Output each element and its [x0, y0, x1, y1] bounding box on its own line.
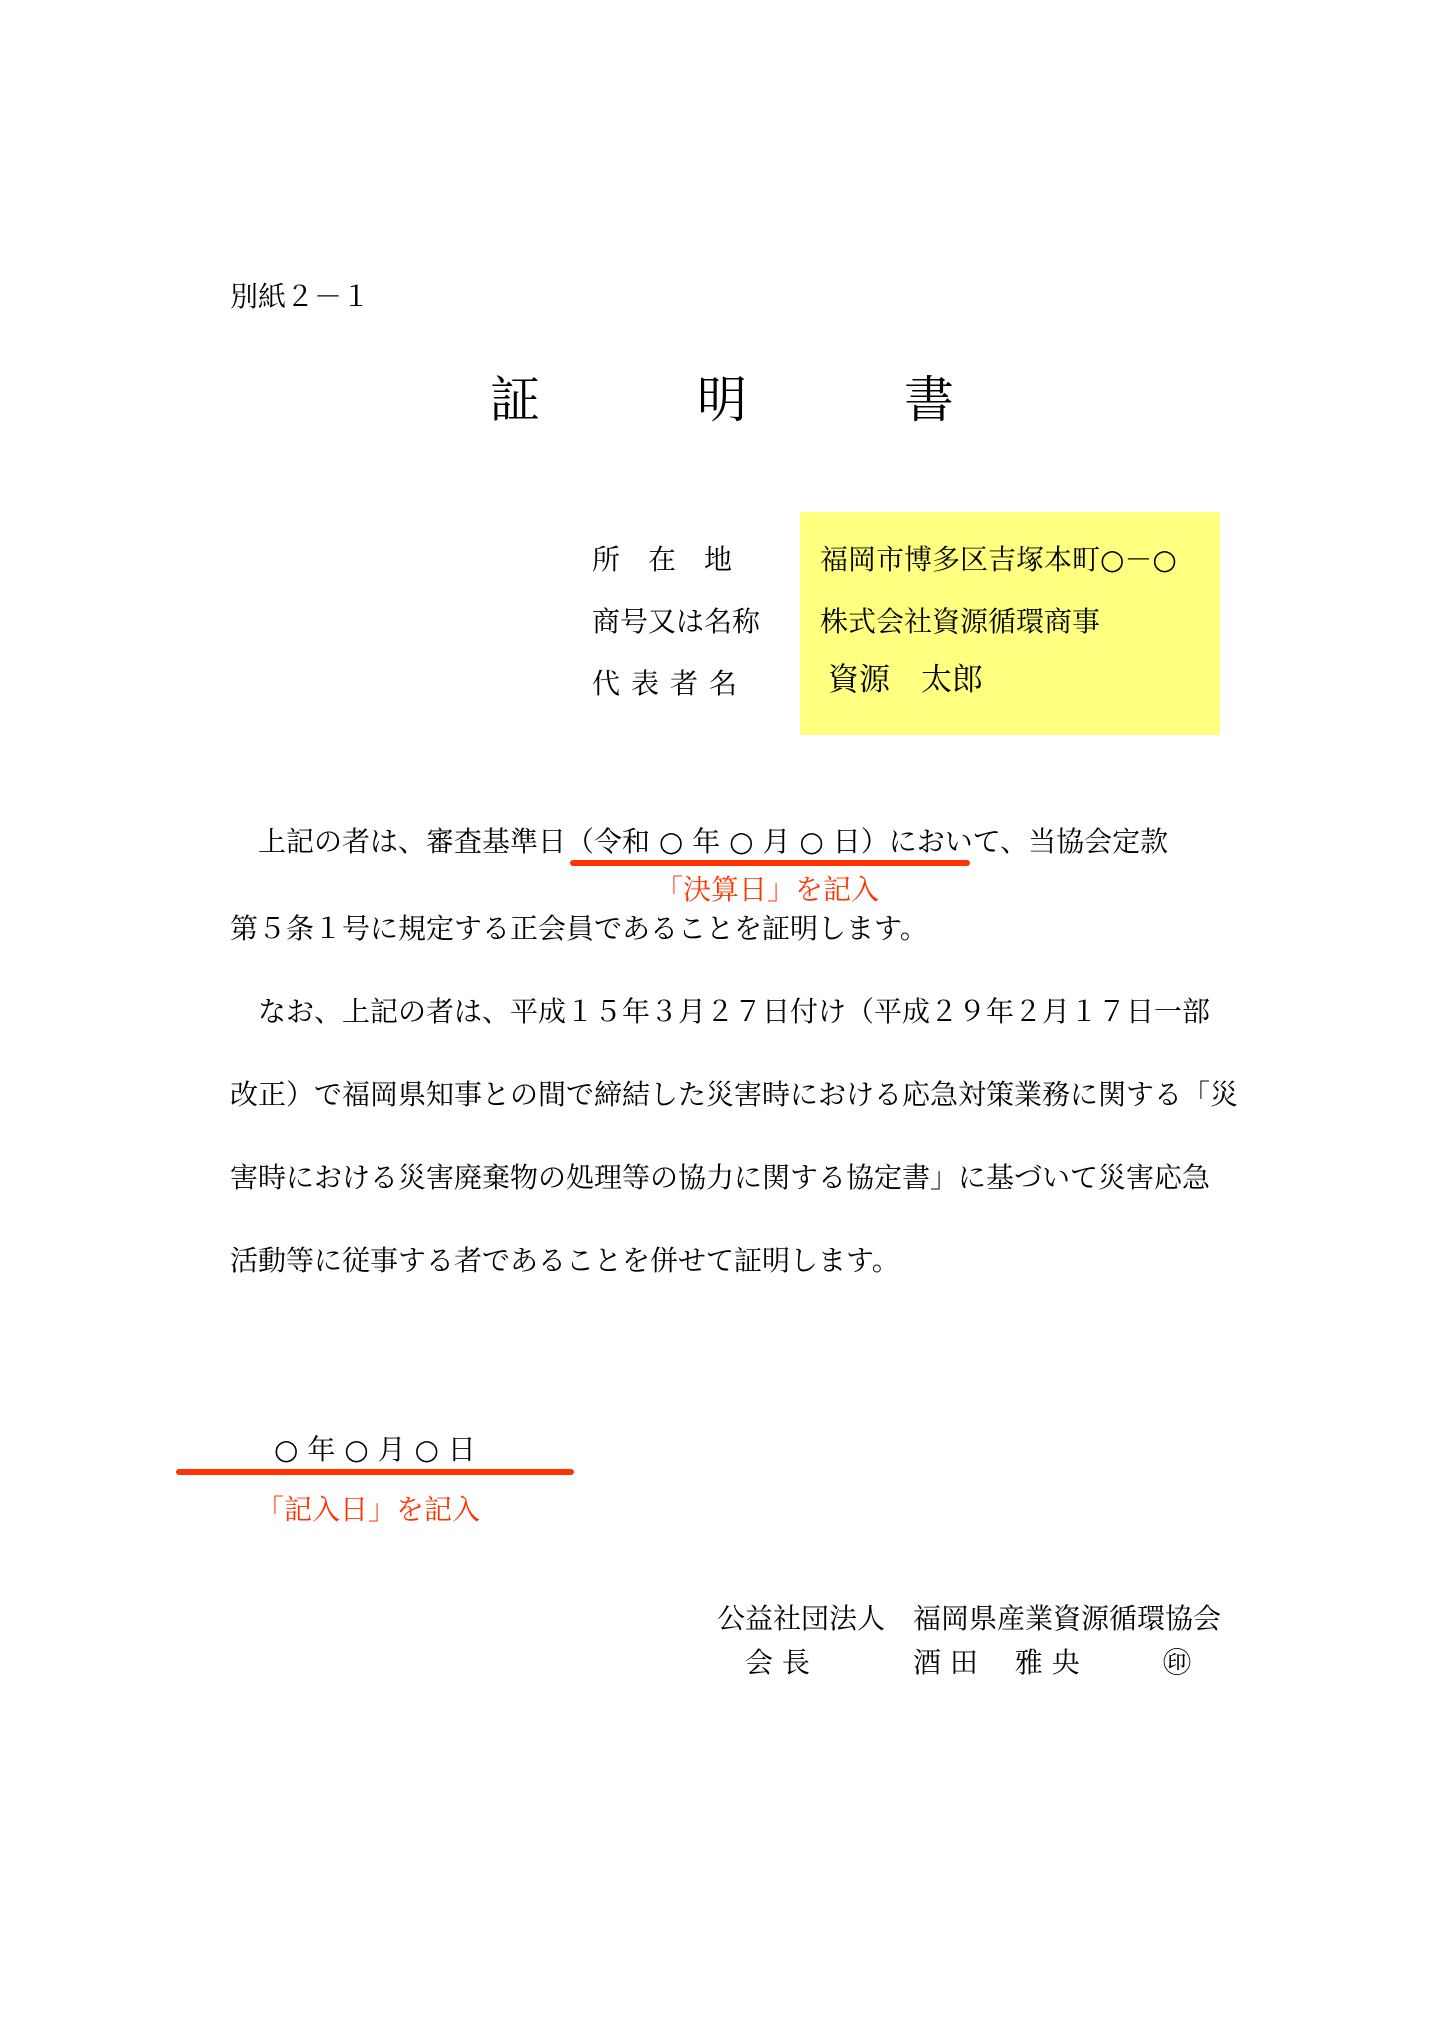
- decision-date-underline: [570, 860, 970, 866]
- representative-label: 代表者名: [592, 667, 749, 700]
- issuer-name: 酒 田 雅 央: [913, 1646, 1080, 1679]
- issuer-organization: 公益社団法人 福岡県産業資源循環協会: [717, 1602, 1222, 1635]
- address-label: [592, 542, 760, 578]
- decision-date-note: 「決算日」を記入: [655, 873, 880, 906]
- issuer-title: 会 長: [745, 1646, 810, 1679]
- paragraph2-line2: 改正）で福岡県知事との間で締結した災害時における応急対策業務に関する「災: [230, 1078, 1239, 1111]
- company-value: 株式会社資源循環商事: [820, 605, 1101, 638]
- attachment-label: 別紙２－１: [230, 280, 371, 313]
- paragraph1-line1: 上記の者は、審査基準日（令和 ○ 年 ○ 月 ○ 日）において、当協会定款: [258, 825, 1169, 858]
- paragraph2-line1: なお、上記の者は、平成１５年３月２７日付け（平成２９年２月１７日一部: [258, 995, 1211, 1028]
- entry-date-note: 「記入日」を記入: [256, 1493, 481, 1526]
- company-label: 商号又は名称: [592, 605, 761, 638]
- title-char: 明: [697, 371, 747, 429]
- paragraph1-line2: 第５条１号に規定する正会員であることを証明します。: [230, 912, 928, 945]
- title-char: 証: [490, 371, 540, 429]
- paragraph2-line3: 害時における災害廃棄物の処理等の協力に関する協定書」に基づいて災害応急: [230, 1161, 1211, 1194]
- address-label-text: 所 在 地: [592, 543, 733, 576]
- entry-date-underline: [176, 1469, 574, 1475]
- document-title: [490, 370, 960, 430]
- seal-mark: ㊞: [1163, 1646, 1192, 1679]
- representative-value: 資源 太郎: [828, 662, 983, 698]
- paragraph2-line4: 活動等に従事する者であることを併せて証明します。: [230, 1244, 900, 1277]
- issue-date: ○ 年 ○ 月 ○ 日: [274, 1433, 476, 1466]
- address-value: 福岡市博多区吉塚本町○－○: [820, 543, 1177, 576]
- title-char: 書: [904, 371, 954, 429]
